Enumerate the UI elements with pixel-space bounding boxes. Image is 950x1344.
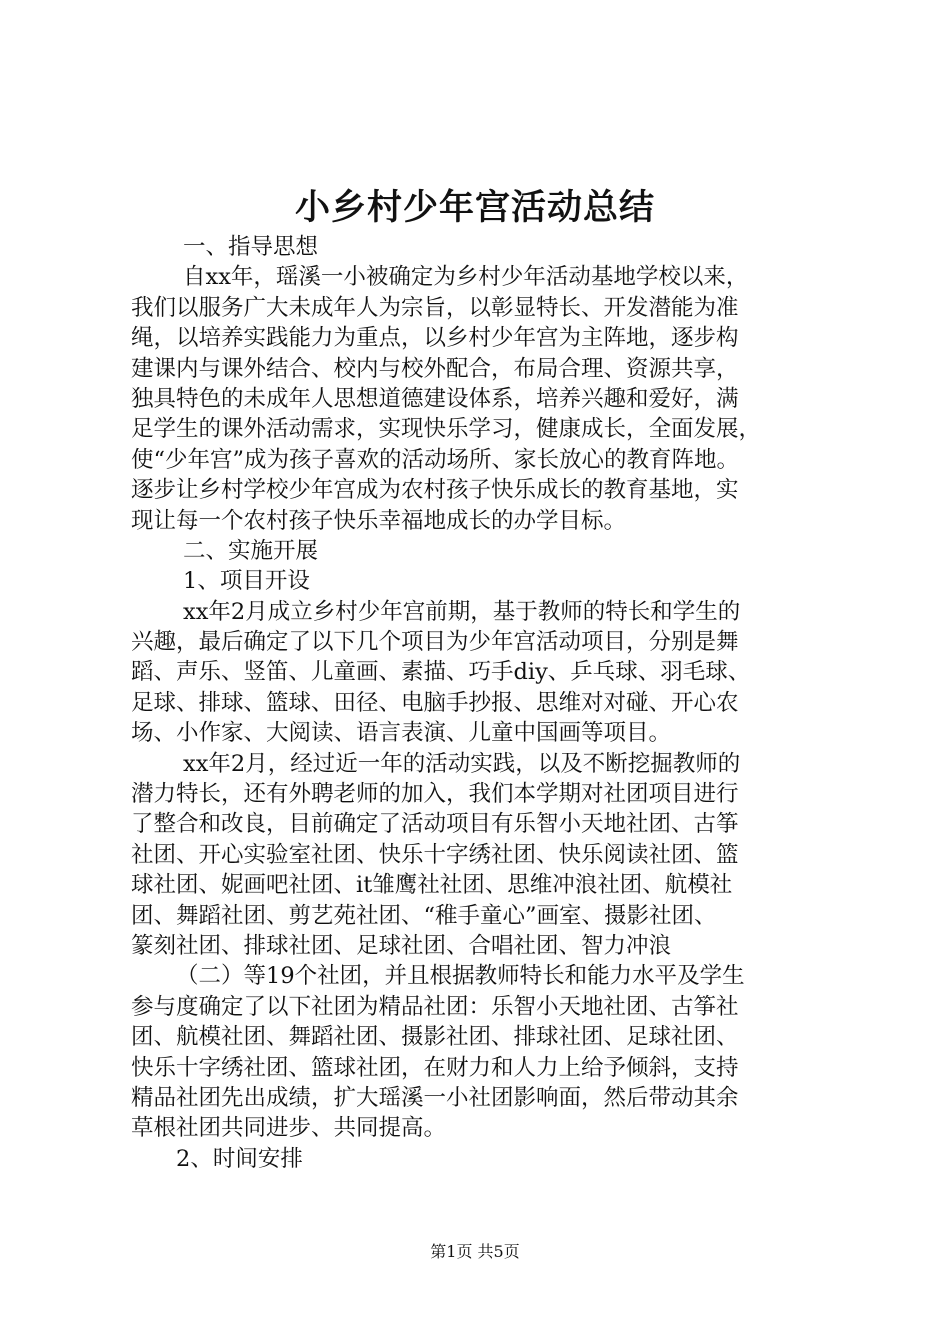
section-heading-implementation: 二、实施开展: [183, 537, 319, 564]
section-heading-guiding-thought: 一、指导思想: [183, 234, 319, 260]
document-title: 小乡村少年宫活动总结: [294, 188, 655, 228]
paragraph-line: （二）等19个社团，并且根据教师特长和能力水平及学生: [176, 963, 745, 990]
paragraph-line: 了整合和改良，目前确定了活动项目有乐智小天地社团、古筝: [131, 811, 739, 838]
paragraph-line: 精品社团先出成绩，扩大瑶溪一小社团影响面，然后带动其余: [131, 1084, 739, 1111]
paragraph-line: 独具特色的未成年人思想道德建设体系，培养兴趣和爱好，满: [131, 385, 739, 412]
paragraph-line: 团、航模社团、舞蹈社团、摄影社团、排球社团、足球社团、: [131, 1024, 739, 1051]
paragraph-line: 逐步让乡村学校少年宫成为农村孩子快乐成长的教育基地，实: [131, 477, 739, 504]
paragraph-line: 参与度确定了以下社团为精品社团：乐智小天地社团、古筝社: [131, 993, 739, 1020]
paragraph-line: 建课内与课外结合、校内与校外配合，布局合理、资源共享，: [131, 355, 739, 382]
paragraph-line: 社团、开心实验室社团、快乐十字绣社团、快乐阅读社团、篮: [131, 841, 739, 868]
paragraph-line: 足球、排球、篮球、田径、电脑手抄报、思维对对碰、开心农: [131, 689, 739, 716]
subsection-heading-schedule: 2、时间安排: [176, 1145, 303, 1172]
paragraph-line: 使“少年宫”成为孩子喜欢的活动场所、家长放心的教育阵地。: [131, 446, 740, 473]
page-number-footer: 第1页 共5页: [430, 1242, 520, 1261]
paragraph-line: 自xx年，瑶溪一小被确定为乡村少年活动基地学校以来，: [183, 264, 749, 291]
paragraph-line: 快乐十字绣社团、篮球社团，在财力和人力上给予倾斜，支持: [131, 1054, 739, 1081]
paragraph-line: 现让每一个农村孩子快乐幸福地成长的办学目标。: [131, 507, 627, 534]
paragraph-line: 我们以服务广大未成年人为宗旨，以彰显特长、开发潜能为准: [131, 294, 739, 321]
paragraph-line: 球社团、妮画吧社团、it雏鹰社社团、思维冲浪社团、航模社: [131, 872, 733, 899]
paragraph-line: 团、舞蹈社团、剪艺苑社团、“稚手童心”画室、摄影社团、: [131, 902, 717, 929]
paragraph-line: 草根社团共同进步、共同提高。: [131, 1115, 447, 1142]
paragraph-line: 足学生的课外活动需求，实现快乐学习，健康成长，全面发展，: [131, 416, 762, 443]
paragraph-line: xx年2月，经过近一年的活动实践，以及不断挖掘教师的: [183, 750, 741, 777]
paragraph-line: 兴趣，最后确定了以下几个项目为少年宫活动项目，分别是舞: [131, 629, 739, 656]
document-body: [131, 232, 831, 1174]
paragraph-line: xx年2月成立乡村少年宫前期，基于教师的特长和学生的: [183, 598, 741, 625]
paragraph-line: 潜力特长，还有外聘老师的加入，我们本学期对社团项目进行: [131, 781, 739, 808]
subsection-heading-projects: 1、项目开设: [183, 568, 310, 595]
paragraph-line: 蹈、声乐、竖笛、儿童画、素描、巧手diy、乒乓球、羽毛球、: [131, 659, 751, 686]
paragraph-line: 场、小作家、大阅读、语言表演、儿童中国画等项目。: [131, 720, 672, 747]
paragraph-line: 绳，以培养实践能力为重点，以乡村少年宫为主阵地，逐步构: [131, 325, 739, 352]
paragraph-line: 篆刻社团、排球社团、足球社团、合唱社团、智力冲浪: [131, 932, 672, 959]
